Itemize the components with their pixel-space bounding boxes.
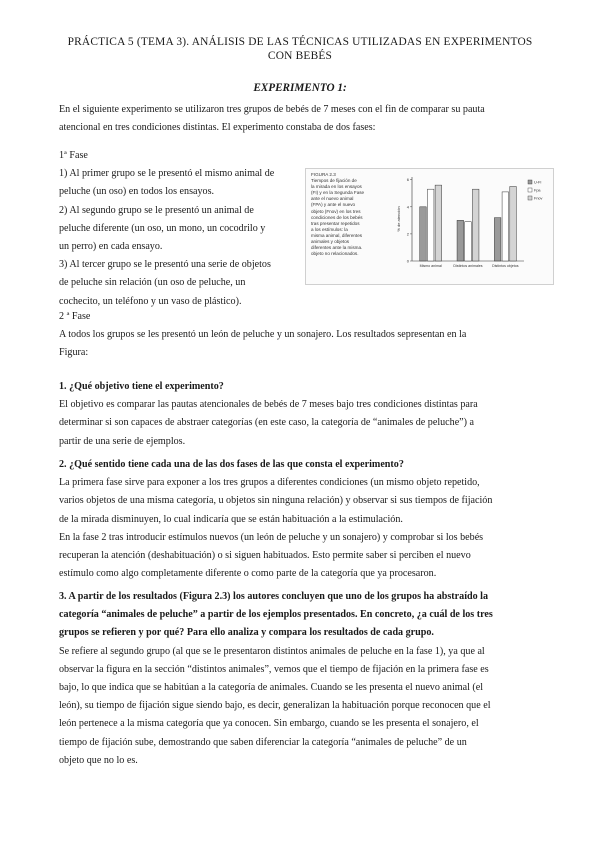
legend-label: Fpa xyxy=(534,188,541,193)
y-tick-label: 6 xyxy=(406,177,409,183)
y-tick-label: 4 xyxy=(406,204,409,210)
answer-line: objeto que no lo es. xyxy=(59,754,138,766)
intro-paragraph xyxy=(59,101,485,137)
bar xyxy=(427,189,434,261)
figure-caption-line: (FPA) y ante el nuevo xyxy=(311,202,356,208)
figure-caption-line: misma animal, diferentes xyxy=(311,232,363,238)
question-3 xyxy=(59,588,493,770)
answer-line: partir de una serie de ejemplos. xyxy=(59,435,186,447)
bar xyxy=(457,220,464,261)
answer-line: observar la figura en la sección “distintos animales”, vemos que el tiempo de fijación en la primera fase es xyxy=(59,663,489,675)
phase2-heading: 2 ª Fase xyxy=(59,311,91,322)
answer-line: de la mirada disminuyen, lo cual indicaría que se están habituación a la estimulación. xyxy=(59,513,403,525)
bar xyxy=(435,185,442,261)
experiment-heading: EXPERIMENTO 1: xyxy=(253,82,347,94)
bar xyxy=(465,222,472,261)
question-3-title-line: grupos se refieren y por qué? Para ello analiza y compara los resultados de cada grupo. xyxy=(59,627,434,639)
document-title: PRÁCTICA 5 (TEMA 3). ANÁLISIS DE LAS TÉCNICAS UTILIZADAS EN EXPERIMENTOS CON BEBÉS xyxy=(67,36,533,62)
phase1-line: peluche diferente (un oso, un mono, un cocodrilo y xyxy=(59,222,266,234)
answer-line: estímulo como algo completamente diferente o como parte de la categoría que ya procesaron. xyxy=(59,568,437,580)
legend-swatch xyxy=(528,188,532,192)
phase1-line: de peluche sin relación (un oso de peluche, un xyxy=(59,277,246,289)
answer-line: determinar si son capaces de abstraer categorías (en este caso, la categoría de “animales de peluche”) a xyxy=(59,417,475,429)
y-tick-label: 2 xyxy=(406,231,409,237)
answer-line: El objetivo es comparar las pautas atencionales de bebés de 7 meses bajo tres condiciones distintas para xyxy=(59,399,478,411)
phase1-heading: 1ª Fase xyxy=(59,150,88,161)
phase1-line: un perro) en cada ensayo. xyxy=(59,241,163,253)
y-axis-label: % de atención xyxy=(396,206,401,232)
answer-line: bajo, lo que indica que se habitúan a la categoría de animales. Cuando se les presenta el nuevo animal (el xyxy=(59,682,484,694)
answer-line: león pertenece a la misma categoría que ya conocen. Sin embargo, cuando se les presenta el sonajero, el xyxy=(59,718,479,730)
bar xyxy=(472,189,479,261)
figure-caption-line: objeto no relacionados. xyxy=(311,251,359,257)
figure-caption-line: diferentes ante la misma. xyxy=(311,245,363,251)
bar xyxy=(510,186,517,261)
answer-line: tiempo de fijación sube, demostrando que saben diferenciar la categoría “animales de peluche” de un xyxy=(59,736,467,748)
phase1-section xyxy=(59,147,274,311)
bar-chart xyxy=(394,171,550,281)
figure-caption-line: (FI) y en la Segunda Fase xyxy=(311,190,365,196)
question-1 xyxy=(59,378,478,451)
figure-caption xyxy=(311,172,393,257)
answer-line: león), su tiempo de fijación sigue siendo bajo, es decir, generalizan la habituación porque reconocen que el xyxy=(59,700,491,712)
bar xyxy=(494,218,501,261)
bar xyxy=(502,192,509,261)
intro-line: En el siguiente experimento se utilizaron tres grupos de bebés de 7 meses con el fin de comparar su pauta xyxy=(59,104,485,115)
legend-label: U-FI xyxy=(534,180,542,185)
figure-caption-line: a los estímulos: la xyxy=(311,226,348,232)
answer-line: varios objetos de una misma categoría, u objetos sin ninguna relación) y observar si sus tiempos de fijación xyxy=(59,495,493,507)
y-tick-label: 0 xyxy=(406,258,409,264)
figure-caption-line: la mirada en los ensayos xyxy=(311,184,362,190)
question-1-title: 1. ¿Qué objetivo tiene el experimento? xyxy=(59,381,224,392)
figure-caption-line: FIGURA 2.3 xyxy=(311,172,336,177)
figure-caption-line: ante el nuevo animal xyxy=(311,196,354,202)
question-3-title-line: categoría “animales de peluche” a partir de los ejemplos presentados. En concreto, ¿a cuál de los tres xyxy=(59,609,493,621)
figure-caption-line: animales y objetos xyxy=(311,239,350,245)
bar xyxy=(420,207,427,261)
answer-line: Se refiere al segundo grupo (al que se le presentaron distintos animales de peluche en la fase 1), ya que al xyxy=(59,645,485,657)
answer-line: En la fase 2 tras introducir estímulos nuevos (un león de peluche y un sonajero) y comprobar si los bebés xyxy=(59,531,484,543)
figure-caption-line: tras presentar repetidos xyxy=(311,220,360,226)
legend-label: Fnov xyxy=(534,196,543,201)
phase1-line: 3) Al tercer grupo se le presentó una serie de objetos xyxy=(59,259,271,271)
figure-caption-line: condiciones de los bebés xyxy=(311,214,363,220)
x-tick-label: Distintos animales xyxy=(453,264,483,268)
phase2-line: A todos los grupos se les presentó un león de peluche y un sonajero. Los resultados sepresentan en la xyxy=(59,329,467,341)
phase1-line: cochecito, un teléfono y un vaso de plástico). xyxy=(59,295,242,307)
question-2 xyxy=(59,456,492,583)
legend-swatch xyxy=(528,180,532,184)
answer-line: La primera fase sirve para exponer a los tres grupos a diferentes condiciones (un mismo objeto repetido, xyxy=(59,477,480,489)
phase2-section xyxy=(59,308,466,363)
question-2-title: 2. ¿Qué sentido tiene cada una de las dos fases de las que consta el experimento? xyxy=(59,459,404,470)
figure-caption-line: Tiempos de fijación de xyxy=(311,178,357,184)
question-3-title-line: 3. A partir de los resultados (Figura 2.3) los autores concluyen que uno de los grupos ha abstraído la xyxy=(59,591,489,602)
phase2-line: Figura: xyxy=(59,347,89,359)
figure-2-3 xyxy=(305,168,554,285)
phase1-line: 2) Al segundo grupo se le presentó un animal de xyxy=(59,204,254,216)
figure-caption-line: objeto (Fnov) en los tres xyxy=(311,208,361,214)
x-tick-label: Mismo animal xyxy=(419,264,442,268)
phase1-line: peluche (un oso) en todos los ensayos. xyxy=(59,186,215,198)
x-tick-label: Distintos objetos xyxy=(492,264,519,268)
legend-swatch xyxy=(528,196,532,200)
phase1-line: 1) Al primer grupo se le presentó el mismo animal de xyxy=(59,168,275,180)
answer-line: recuperan la atención (deshabituación) o si siguen habituados. Esto permite saber si perciben el nuevo xyxy=(59,550,471,562)
intro-line: atencional en tres condiciones distintas. El experimento constaba de dos fases: xyxy=(59,122,376,134)
